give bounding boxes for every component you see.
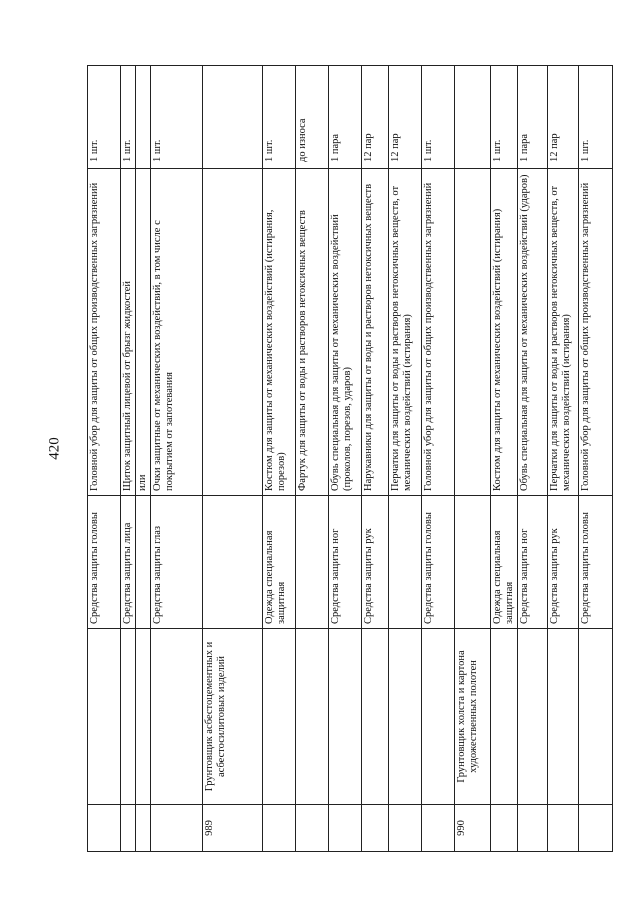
cell-item: Фартук для защиты от воды и растворов нетоксичных веществ <box>296 169 329 496</box>
cell-number <box>548 805 579 852</box>
cell-category <box>455 496 491 629</box>
cell-item: Перчатки для защиты от воды и растворов нетоксичных веществ, от механических воздействий (истирания) <box>389 169 422 496</box>
cell-quantity: 1 пара <box>518 66 548 169</box>
table-row <box>579 66 613 852</box>
cell-item: Очки защитные от механических воздействий, в том числе с покрытием от запотевания <box>151 169 203 496</box>
cell-category: Средства защиты головы <box>88 496 121 629</box>
cell-profession <box>548 629 579 805</box>
cell-profession <box>296 629 329 805</box>
cell-number <box>422 805 455 852</box>
table-row <box>362 66 389 852</box>
cell-number: 989 <box>203 805 263 852</box>
cell-profession <box>263 629 296 805</box>
table-row <box>121 66 136 852</box>
cell-number <box>151 805 203 852</box>
cell-item: Костюм для защиты от механических воздействий (истирания, порезов) <box>263 169 296 496</box>
cell-number <box>518 805 548 852</box>
cell-category: Средства защиты головы <box>422 496 455 629</box>
cell-category: Средства защиты ног <box>518 496 548 629</box>
cell-category <box>389 496 422 629</box>
table-row <box>151 66 203 852</box>
cell-number <box>296 805 329 852</box>
cell-quantity: 1 пара <box>329 66 362 169</box>
cell-profession <box>121 629 136 805</box>
cell-quantity <box>203 66 263 169</box>
cell-number <box>121 805 136 852</box>
table-row <box>389 66 422 852</box>
table-row <box>329 66 362 852</box>
table-row <box>136 66 151 852</box>
cell-item: или <box>136 169 151 496</box>
page-number: 420 <box>46 437 63 460</box>
cell-profession <box>422 629 455 805</box>
cell-quantity: 1 шт. <box>151 66 203 169</box>
table-row <box>491 66 518 852</box>
cell-quantity: 1 шт. <box>88 66 121 169</box>
cell-quantity <box>455 66 491 169</box>
cell-profession <box>329 629 362 805</box>
cell-quantity: 1 шт. <box>422 66 455 169</box>
cell-number <box>329 805 362 852</box>
ppe-table-rotated <box>87 66 592 852</box>
cell-profession: Грунтовщик холста и картона художественных полотен <box>455 629 491 805</box>
cell-number <box>136 805 151 852</box>
table-row <box>88 66 121 852</box>
cell-item: Обувь специальная для защиты от механических воздействий (проколов, порезов, ударов) <box>329 169 362 496</box>
ppe-table-body <box>88 66 613 852</box>
cell-quantity: 1 шт. <box>121 66 136 169</box>
cell-quantity: 1 шт. <box>263 66 296 169</box>
cell-number <box>263 805 296 852</box>
cell-category: Средства защиты ног <box>329 496 362 629</box>
cell-profession <box>136 629 151 805</box>
cell-profession <box>151 629 203 805</box>
cell-profession: Грунтовщик асбестоцементных и асбестосилитовых изделий <box>203 629 263 805</box>
cell-item <box>203 169 263 496</box>
table-row <box>422 66 455 852</box>
cell-quantity: до износа <box>296 66 329 169</box>
table-row <box>455 66 491 852</box>
cell-category: Средства защиты рук <box>548 496 579 629</box>
cell-item: Щиток защитный лицевой от брызг жидкостей <box>121 169 136 496</box>
cell-profession <box>389 629 422 805</box>
cell-quantity: 12 пар <box>548 66 579 169</box>
cell-item: Перчатки для защиты от воды и растворов нетоксичных веществ, от механических воздействий (истирания) <box>548 169 579 496</box>
cell-profession <box>88 629 121 805</box>
cell-profession <box>518 629 548 805</box>
cell-profession <box>491 629 518 805</box>
ppe-table <box>87 65 613 852</box>
cell-item: Головной убор для защиты от общих производственных загрязнений <box>422 169 455 496</box>
cell-profession <box>579 629 613 805</box>
cell-category <box>136 496 151 629</box>
cell-category: Одежда специальная защитная <box>263 496 296 629</box>
cell-category: Средства защиты рук <box>362 496 389 629</box>
cell-quantity: 12 пар <box>362 66 389 169</box>
cell-quantity: 1 шт. <box>491 66 518 169</box>
table-row <box>296 66 329 852</box>
cell-category: Средства защиты глаз <box>151 496 203 629</box>
cell-number: 990 <box>455 805 491 852</box>
table-row <box>518 66 548 852</box>
cell-number <box>362 805 389 852</box>
cell-profession <box>362 629 389 805</box>
cell-item: Обувь специальная для защиты от механических воздействий (ударов) <box>518 169 548 496</box>
cell-item: Головной убор для защиты от общих производственных загрязнений <box>88 169 121 496</box>
cell-category: Средства защиты головы <box>579 496 613 629</box>
cell-number <box>389 805 422 852</box>
cell-quantity: 12 пар <box>389 66 422 169</box>
cell-category <box>203 496 263 629</box>
cell-item: Головной убор для защиты от общих производственных загрязнений <box>579 169 613 496</box>
table-row <box>203 66 263 852</box>
table-row <box>548 66 579 852</box>
cell-item: Нарукавники для защиты от воды и растворов нетоксичных веществ <box>362 169 389 496</box>
cell-category <box>296 496 329 629</box>
cell-number <box>88 805 121 852</box>
cell-item: Костюм для защиты от механических воздействий (истирания) <box>491 169 518 496</box>
cell-item <box>455 169 491 496</box>
cell-category: Средства защиты лица <box>121 496 136 629</box>
cell-number <box>491 805 518 852</box>
cell-category: Одежда специальная защитная <box>491 496 518 629</box>
cell-quantity: 1 шт. <box>579 66 613 169</box>
cell-number <box>579 805 613 852</box>
cell-quantity <box>136 66 151 169</box>
table-row <box>263 66 296 852</box>
